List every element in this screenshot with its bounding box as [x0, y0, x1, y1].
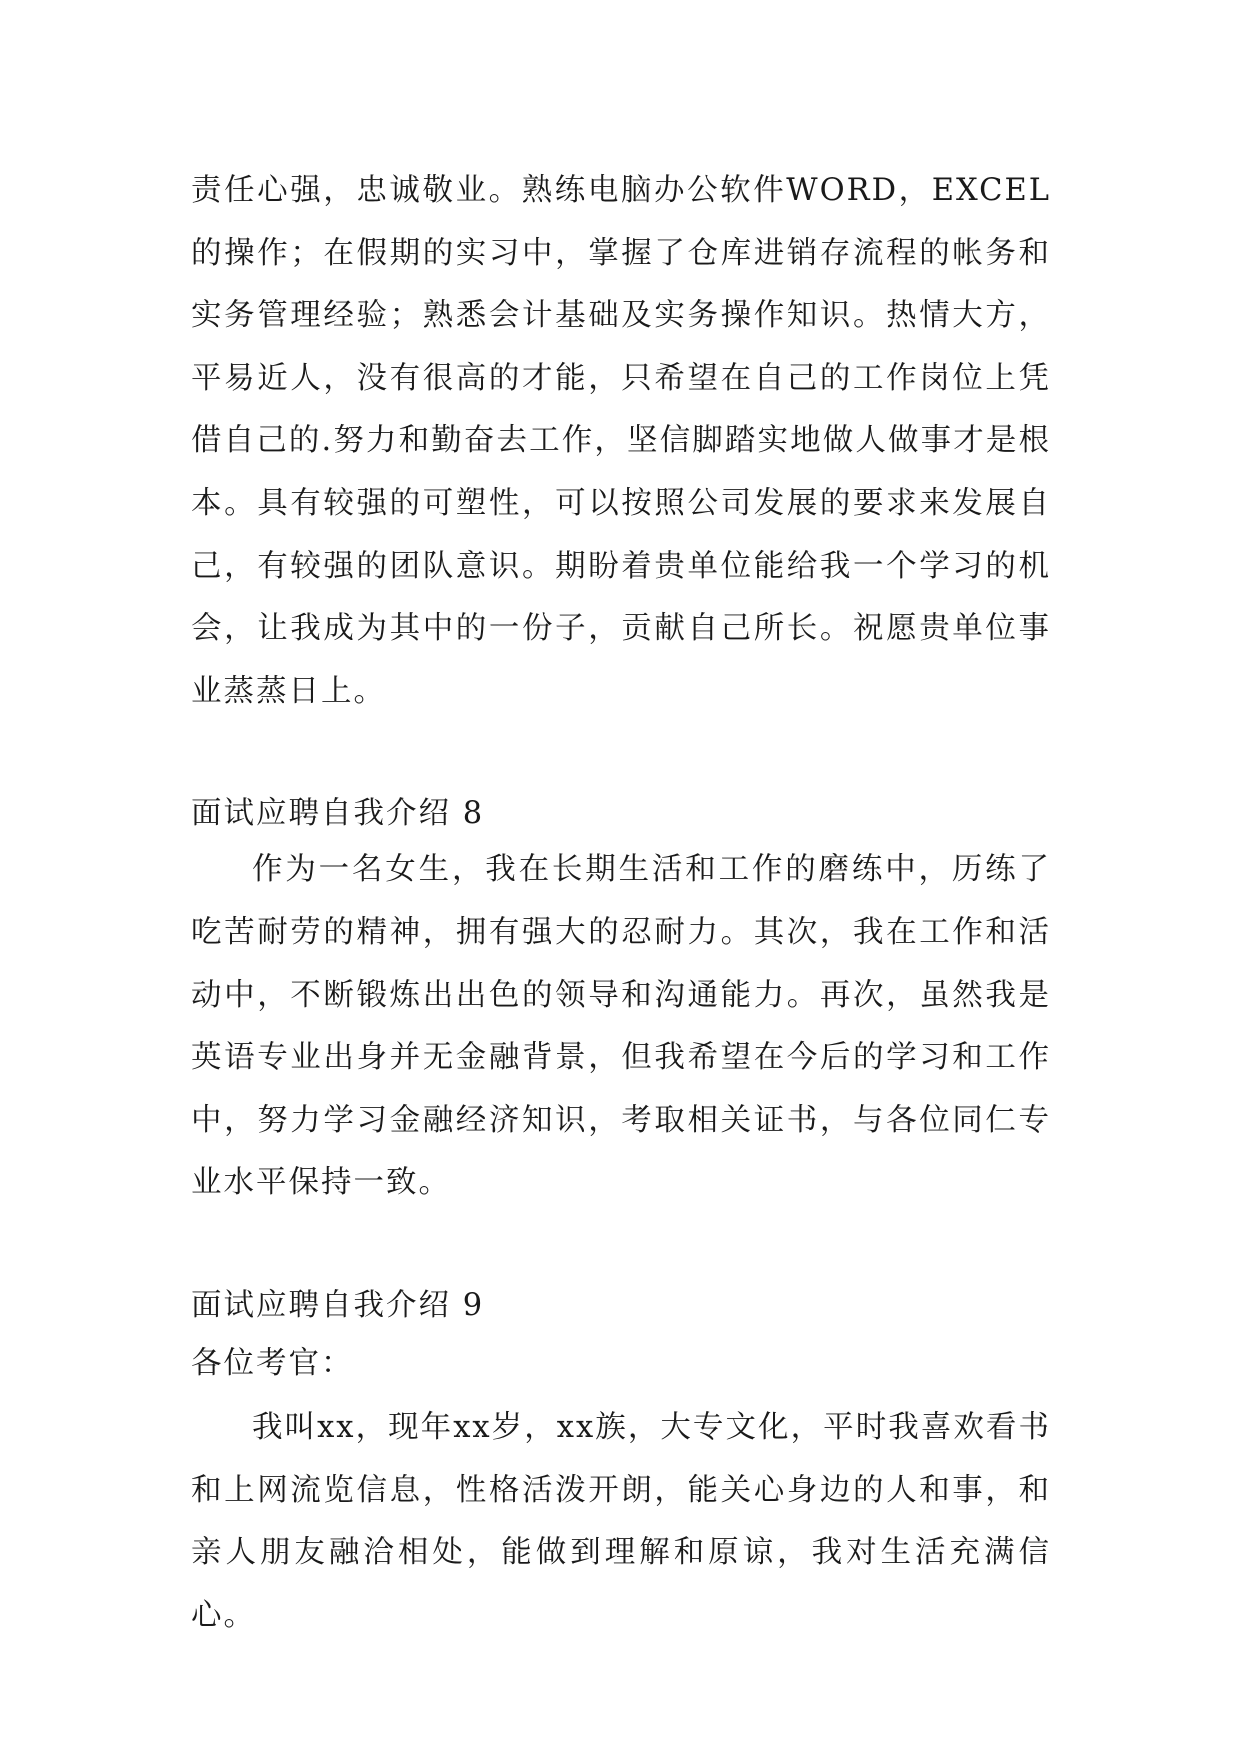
section-spacer [191, 1215, 1051, 1281]
heading-spacer [191, 1331, 1051, 1339]
intro-continuation-paragraph: 责任心强，忠诚敬业。熟练电脑办公软件WORD，EXCEL的操作；在假期的实习中，掌握了仓库进销存流程的帐务和实务管理经验；熟悉会计基础及实务操作知识。热情大方，平易近人，没有很高的才能，只希望在自己的工作岗位上凭借自己的.努力和勤奋去工作，坚信脚踏实地做人做事才是根本。具有较强的可塑性，可以按照公司发展的要求来发展自己，有较强的团队意识。期盼着贵单位能给我一个学习的机会，让我成为其中的一份子，贡献自己所长。祝愿贵单位事业蒸蒸日上。 [191, 173, 1051, 709]
document-body [191, 160, 1051, 1647]
section-9-paragraph: 我叫xx，现年xx岁，xx族，大专文化，平时我喜欢看书和上网流览信息，性格活泼开朗，能关心身边的人和事，和亲人朋友融洽相处，能做到理解和原谅，我对生活充满信心。 [191, 1409, 1051, 1633]
salutation-spacer [191, 1389, 1051, 1397]
section-9-heading: 面试应聘自我介绍 9 [191, 1287, 485, 1323]
section-8-heading: 面试应聘自我介绍 8 [191, 796, 485, 832]
section-9-salutation: 各位考官： [191, 1345, 354, 1381]
section-spacer [191, 723, 1051, 789]
section-8-paragraph: 作为一名女生，我在长期生活和工作的磨练中，历练了吃苦耐劳的精神，拥有强大的忍耐力。其次，我在工作和活动中，不断锻炼出出色的领导和沟通能力。再次，虽然我是英语专业出身并无金融背景，但我希望在今后的学习和工作中，努力学习金融经济知识，考取相关证书，与各位同仁专业水平保持一致。 [191, 852, 1051, 1201]
